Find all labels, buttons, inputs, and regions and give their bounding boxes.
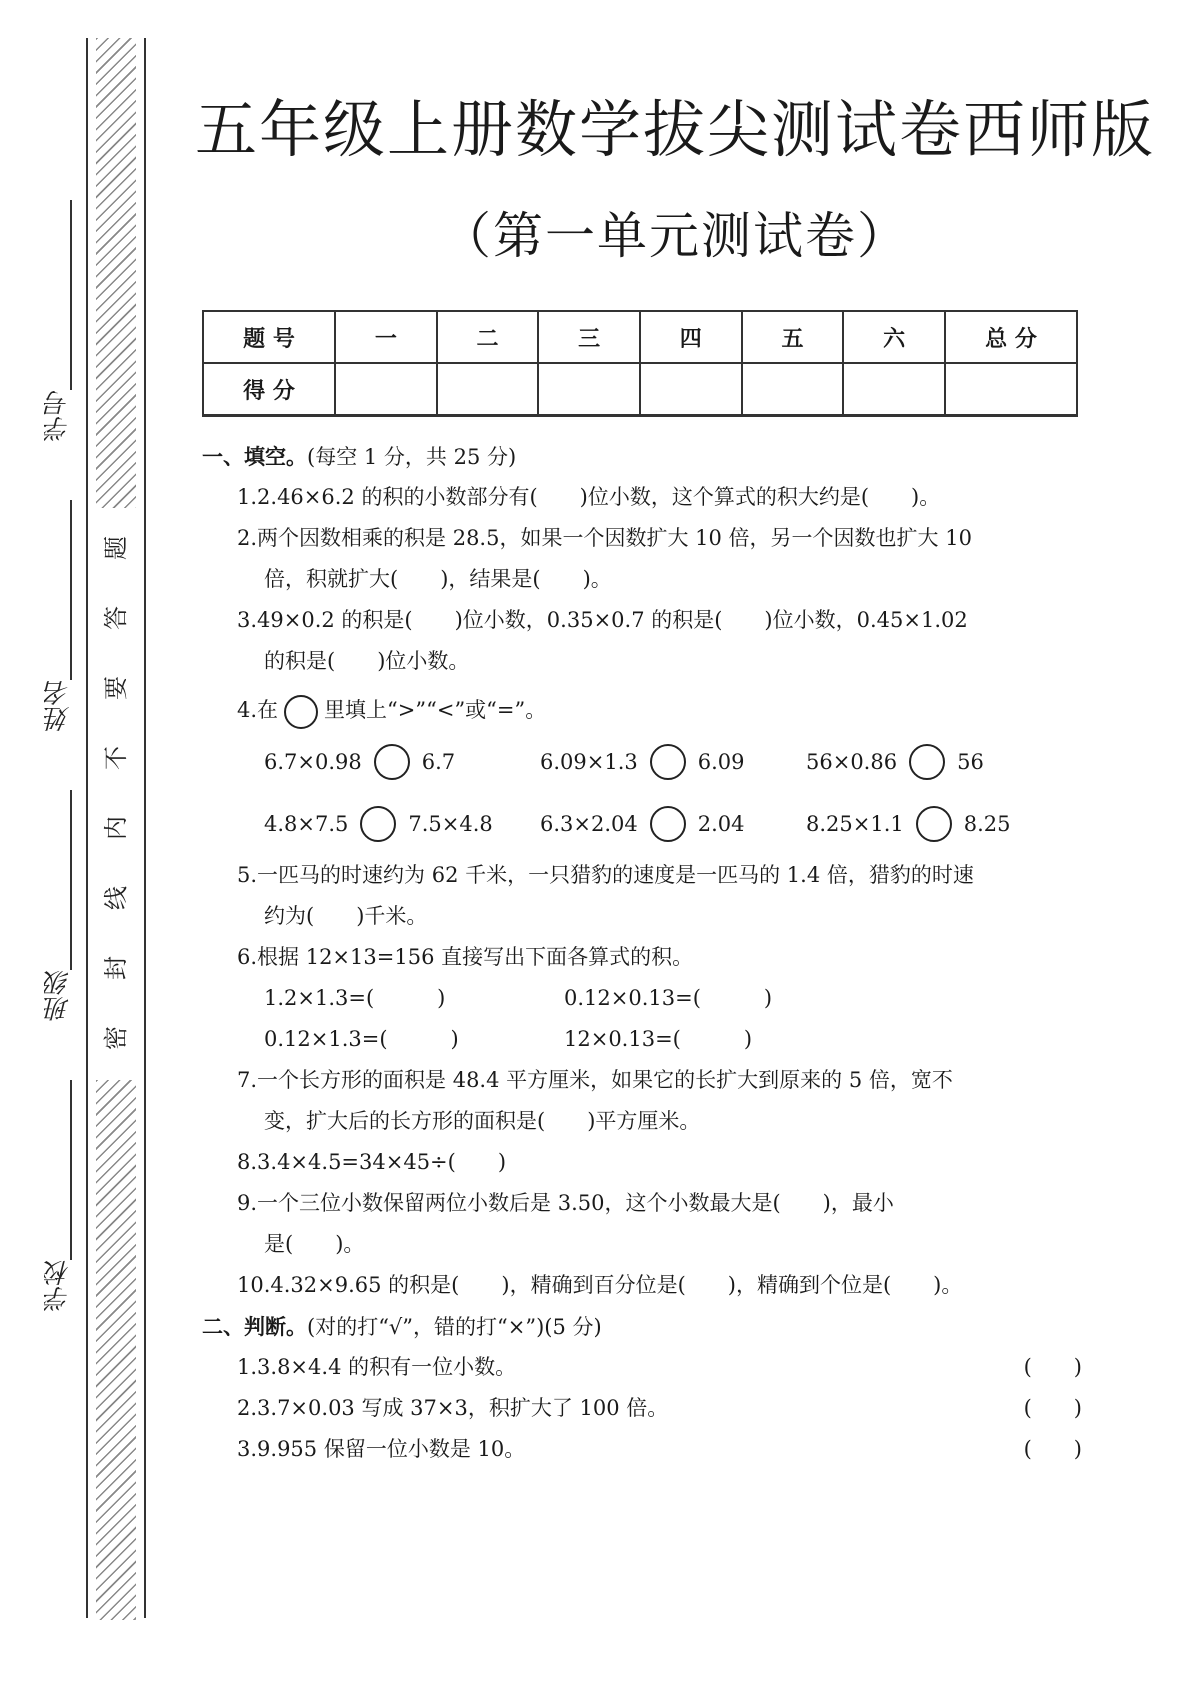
score-header-cell: 六 (843, 311, 945, 363)
score-cell[interactable] (640, 363, 742, 416)
binding-strip (0, 0, 160, 1682)
seal-char: 内 (102, 816, 130, 840)
compare-row-2 (202, 793, 1082, 855)
compare-circle[interactable] (650, 806, 686, 842)
compare-row-1 (202, 731, 1082, 793)
judge-answer-blank[interactable]: ( ) (1023, 1355, 1082, 1379)
compare-left: 6.7×0.98 (264, 750, 362, 774)
compare-circle[interactable] (374, 744, 410, 780)
seal-char: 封 (102, 956, 130, 980)
section2-title: 二、判断。 (202, 1314, 307, 1339)
compare-item (540, 744, 806, 780)
question-4 (202, 690, 1082, 731)
score-cell[interactable] (742, 363, 844, 416)
score-header-cell: 三 (538, 311, 640, 363)
q6-item: 0.12×0.13=( ) (564, 986, 773, 1010)
compare-item (264, 806, 540, 842)
compare-right: 2.04 (697, 812, 745, 836)
xuexiao-underline (70, 1080, 72, 1260)
score-cell[interactable] (437, 363, 539, 416)
xuehao-underline (70, 200, 72, 390)
question-9-line2: 是( )。 (264, 1232, 365, 1256)
q6-row-2 (202, 1019, 1082, 1060)
score-cell[interactable] (538, 363, 640, 416)
question-2 (202, 518, 1082, 600)
seal-char: 线 (102, 886, 130, 910)
score-header-cell: 题 号 (203, 311, 335, 363)
judge-answer-blank[interactable]: ( ) (1023, 1396, 1082, 1420)
q6-row-1 (202, 978, 1082, 1019)
compare-circle[interactable] (360, 806, 396, 842)
xuehao-label: 学号 (44, 390, 74, 442)
score-header-cell: 总 分 (945, 311, 1077, 363)
seal-char: 要 (102, 676, 130, 700)
xingming-label: 姓名 (44, 680, 74, 732)
compare-circle[interactable] (650, 744, 686, 780)
compare-right: 6.7 (421, 750, 456, 774)
judge-item-1 (202, 1347, 1082, 1388)
question-4-post: 里填上“>”“<”或“=”。 (324, 698, 547, 722)
question-6: 6.根据 12×13=156 直接写出下面各算式的积。 (237, 945, 694, 969)
binding-hatch-bottom (96, 1080, 136, 1620)
score-header-cell: 五 (742, 311, 844, 363)
section2-note: (对的打“√”，错的打“×”)(5 分) (307, 1315, 602, 1339)
seal-char: 答 (102, 606, 130, 630)
q6-item: 1.2×1.3=( ) (264, 986, 446, 1010)
binding-line-left (86, 38, 88, 1618)
judge-statement: 1.3.8×4.4 的积有一位小数。 (237, 1355, 517, 1379)
score-table (202, 310, 1078, 417)
score-header-cell: 一 (335, 311, 437, 363)
score-header-cell: 二 (437, 311, 539, 363)
compare-right: 56 (957, 750, 984, 774)
judge-answer-blank[interactable]: ( ) (1023, 1437, 1082, 1461)
question-3-line1: 3.49×0.2 的积是( )位小数，0.35×0.7 的积是( )位小数，0.45×1.02 (237, 608, 968, 632)
compare-item (806, 806, 1011, 842)
judge-statement: 2.3.7×0.03 写成 37×3，积扩大了 100 倍。 (237, 1396, 669, 1420)
section2-heading (202, 1306, 1082, 1347)
banji-label: 班级 (44, 970, 74, 1022)
question-8: 8.3.4×4.5=34×45÷( ) (237, 1150, 507, 1174)
question-5-line1: 5.一匹马的时速约为 62 千米，一只猎豹的速度是一匹马的 1.4 倍，猎豹的时速 (237, 863, 974, 887)
binding-line-right (144, 38, 146, 1618)
compare-item (806, 744, 984, 780)
xuexiao-label: 学校 (44, 1260, 74, 1312)
question-9-line1: 9.一个三位小数保留两位小数后是 3.50，这个小数最大是( )，最小 (237, 1191, 894, 1215)
seal-char: 题 (102, 536, 130, 560)
banji-underline (70, 790, 72, 970)
score-header-cell: 四 (640, 311, 742, 363)
question-5-line2: 约为( )千米。 (264, 904, 428, 928)
seal-char: 密 (102, 1026, 130, 1050)
question-2-line2: 倍，积就扩大( )，结果是( )。 (264, 567, 612, 591)
question-7-line1: 7.一个长方形的面积是 48.4 平方厘米，如果它的长扩大到原来的 5 倍，宽不 (237, 1068, 953, 1092)
judge-item-3 (202, 1429, 1082, 1470)
question-4-pre: 4.在 (237, 698, 279, 722)
question-3-line2: 的积是( )位小数。 (264, 649, 470, 673)
exam-content (202, 436, 1082, 1470)
page-subtitle: （第一单元测试卷） (441, 207, 909, 265)
question-3 (202, 600, 1082, 682)
section1-note: (每空 1 分，共 25 分) (307, 445, 517, 469)
question-10: 10.4.32×9.65 的积是( )，精确到百分位是( )，精确到个位是( )。 (237, 1273, 963, 1297)
circle-blank-example (284, 695, 318, 729)
section1-title: 一、填空。 (202, 444, 307, 469)
page-title: 五年级上册数学拔尖测试卷西师版 (194, 93, 1155, 166)
question-7-line2: 变，扩大后的长方形的面积是( )平方厘米。 (264, 1109, 701, 1133)
score-table-score-row (203, 363, 1077, 416)
compare-right: 7.5×4.8 (408, 812, 493, 836)
compare-circle[interactable] (916, 806, 952, 842)
question-1: 1.2.46×6.2 的积的小数部分有( )位小数，这个算式的积大约是( )。 (237, 485, 941, 509)
compare-left: 56×0.86 (806, 750, 898, 774)
compare-item (264, 744, 540, 780)
seal-char: 不 (102, 746, 130, 770)
score-cell[interactable] (843, 363, 945, 416)
question-5 (202, 855, 1082, 937)
score-cell[interactable] (945, 363, 1077, 416)
question-9 (202, 1183, 1082, 1265)
score-table-header-row (203, 311, 1077, 363)
compare-left: 4.8×7.5 (264, 812, 349, 836)
score-row-label: 得 分 (203, 363, 335, 416)
score-cell[interactable] (335, 363, 437, 416)
q6-item: 12×0.13=( ) (564, 1027, 753, 1051)
question-7 (202, 1060, 1082, 1142)
q6-item: 0.12×1.3=( ) (264, 1027, 459, 1051)
judge-statement: 3.9.955 保留一位小数是 10。 (237, 1437, 526, 1461)
question-2-line1: 2.两个因数相乘的积是 28.5，如果一个因数扩大 10 倍，另一个因数也扩大 10 (237, 526, 972, 550)
compare-left: 6.3×2.04 (540, 812, 638, 836)
compare-item (540, 806, 806, 842)
compare-right: 6.09 (697, 750, 745, 774)
binding-hatch-top (96, 38, 136, 508)
compare-left: 8.25×1.1 (806, 812, 904, 836)
compare-circle[interactable] (909, 744, 945, 780)
xingming-underline (70, 500, 72, 680)
section1-heading (202, 436, 1082, 477)
compare-left: 6.09×1.3 (540, 750, 638, 774)
compare-right: 8.25 (963, 812, 1011, 836)
judge-item-2 (202, 1388, 1082, 1429)
